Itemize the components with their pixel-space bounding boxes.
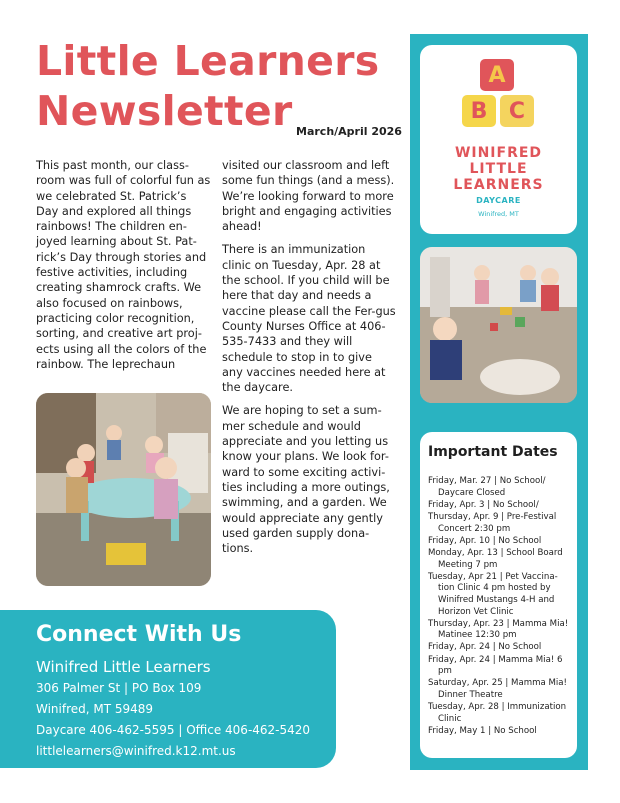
- date-item: Tuesday, Apr 21 | Pet Vaccina-tion Clinic 4 pm hosted by Winifred Mustangs 4-H and Horizon Vet Clinic: [428, 571, 558, 617]
- floor-play-photo: [420, 247, 577, 403]
- logo-text-winifred: WINIFRED: [454, 145, 543, 161]
- classroom-photo-illustration: [36, 393, 211, 586]
- logo-block-a: A: [480, 59, 514, 91]
- connect-org-name: Winifred Little Learners: [36, 658, 211, 676]
- connect-email[interactable]: littlelearners@winifred.k12.mt.us: [36, 744, 236, 758]
- date-item: Thursday, Apr. 23 | Mamma Mia! Matinee 12:30 pm: [428, 618, 569, 641]
- connect-phones: Daycare 406-462-5595 | Office 406-462-5420: [36, 723, 311, 737]
- article-column-1: [36, 158, 211, 380]
- logo-text-little: LITTLE: [469, 161, 528, 177]
- connect-city: Winifred, MT 59489: [36, 702, 154, 716]
- article-column-2: [222, 158, 396, 564]
- article-paragraph: There is an immunization clinic on Tuesday, Apr. 28 at the school. If you child will be here that day and needs a vaccine please call the Fer-gus County Nurses Office at 406-535-7433 and they will schedule to stop in to give any vaccines needed here at the daycare.: [222, 243, 396, 395]
- article-paragraph: visited our classroom and left some fun things (and a mess). We’re looking forward to more bright and engaging activities ahead!: [222, 159, 395, 234]
- connect-address: 306 Palmer St | PO Box 109: [36, 681, 202, 695]
- date-item: Friday, Apr. 24 | No School: [428, 642, 542, 653]
- logo-block-b: B: [462, 95, 496, 127]
- logo-text-daycare: DAYCARE: [476, 196, 521, 205]
- important-dates-panel: [420, 432, 577, 758]
- classroom-photo: [36, 393, 211, 586]
- date-item: Friday, Apr. 24 | Mamma Mia! 6 pm: [428, 654, 563, 677]
- date-item: Friday, Mar. 27 | No School/ Daycare Closed: [428, 476, 546, 498]
- date-item: Friday, Apr. 10 | No School: [428, 535, 542, 546]
- date-item: Saturday, Apr. 25 | Mamma Mia! Dinner Theatre: [428, 678, 567, 701]
- article-paragraph: This past month, our class-room was full of colorful fun as we celebrated St. Patrick’s Day and explored all things rainbows! The children en-joyed learning about St. Pat-rick’s Day through stories and festive activities, including creating shamrock crafts. We also focused on rainbows, practicing color recognition, sorting, and creative art proj-ects using all the colors of the rainbow. The leprechaun: [36, 159, 211, 371]
- date-item: Thursday, Apr. 9 | Pre-Festival Concert 2:30 pm: [428, 511, 557, 534]
- date-item: Friday, Apr. 3 | No School/: [428, 499, 539, 510]
- date-item: Tuesday, Apr. 28 | Immunization Clinic: [428, 702, 567, 724]
- issue-date: March/April 2026: [296, 125, 402, 138]
- connect-panel: [0, 610, 336, 768]
- logo-block-c: C: [500, 95, 534, 127]
- date-item: Friday, May 1 | No School: [428, 726, 537, 736]
- newsletter-title: Little Learners Newsletter: [36, 37, 380, 135]
- important-dates-title: Important Dates: [428, 444, 558, 460]
- date-item: Monday, Apr. 13 | School Board Meeting 7 pm: [428, 547, 563, 570]
- connect-title: Connect With Us: [36, 622, 242, 647]
- floor-play-illustration: [420, 247, 577, 403]
- logo-text-location: Winifred, MT: [478, 210, 519, 218]
- article-paragraph: We are hoping to set a sum-mer schedule and would appreciate and you letting us know your plans. We look for-ward to some exciting activi-ties including a more outings, swimming, and a garden. We would appreciate any gently used garden supply dona-tions.: [222, 404, 390, 556]
- daycare-logo: [420, 45, 577, 234]
- logo-text-learners: LEARNERS: [453, 177, 544, 193]
